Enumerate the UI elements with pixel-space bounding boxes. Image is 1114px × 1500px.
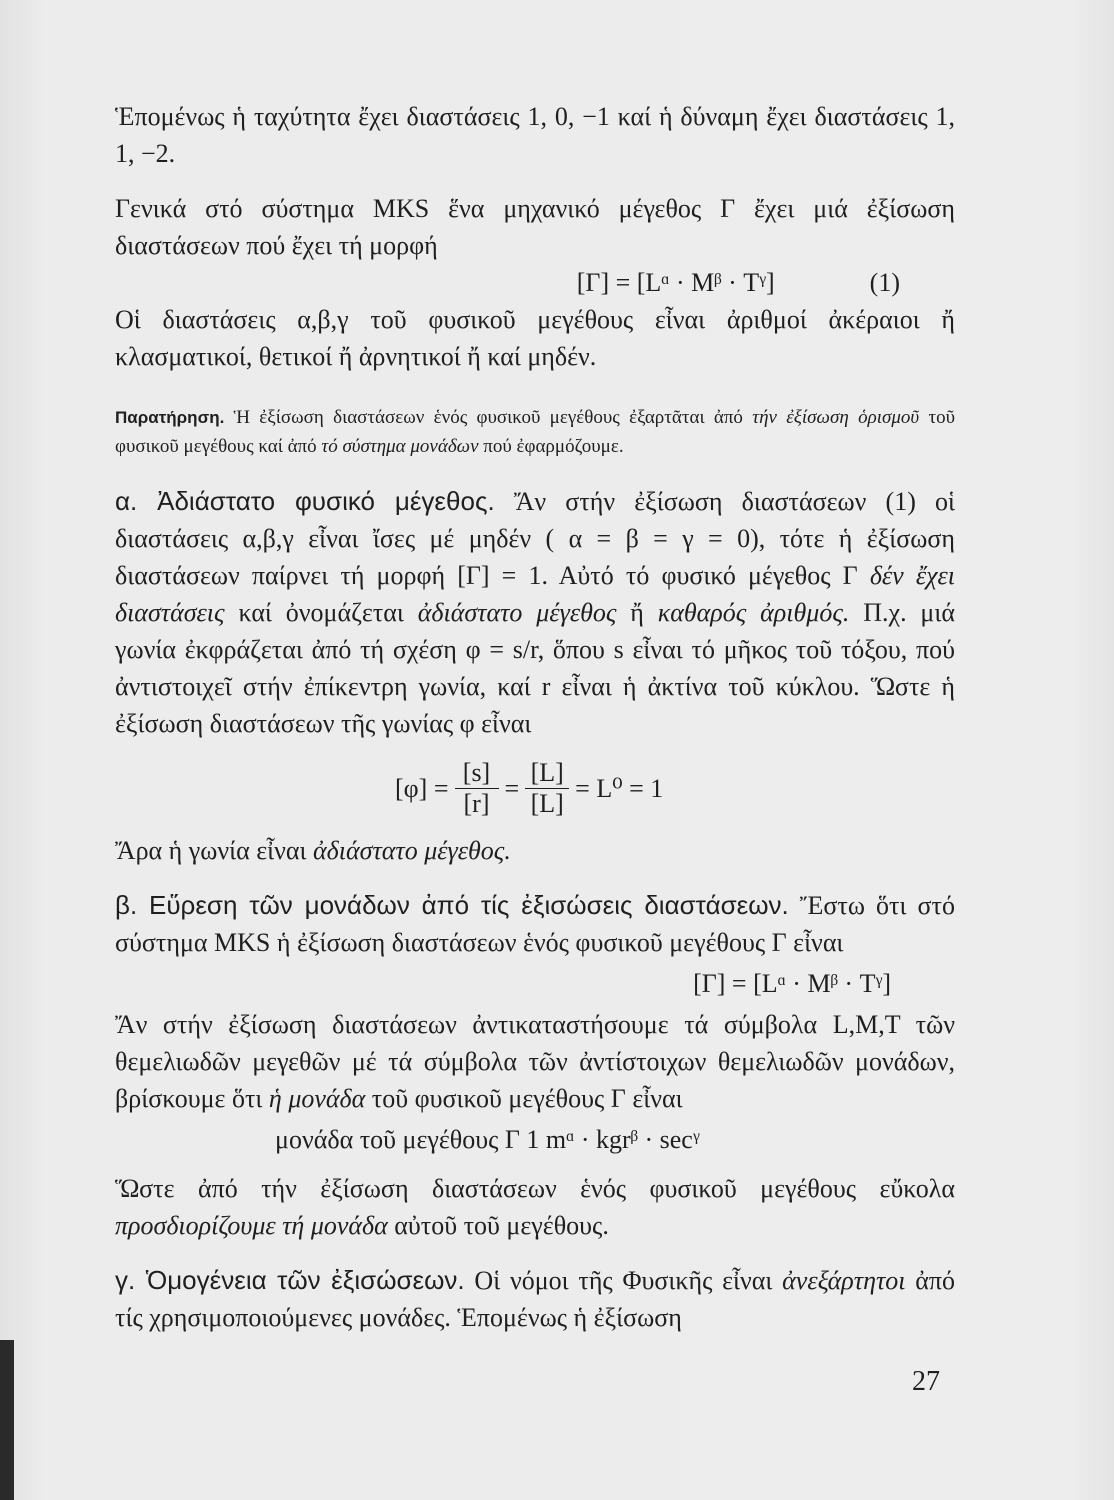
page-number: 27 — [912, 1366, 940, 1397]
fraction-s-over-r: $\frac{[s]}{[r]}$ — [455, 758, 499, 819]
equation-b: [Γ] = [Lᵅ · Mᵝ · Tᵞ] — [693, 969, 891, 998]
page-edge-shadow — [0, 1340, 14, 1500]
unit-equation: μονάδα τοῦ μεγέθους Γ 1 mᵅ · kgrᵝ · secᵞ — [275, 1125, 700, 1154]
equation-1 — [115, 264, 955, 301]
note-paragraph: Παρατήρηση. Ἡ ἐξίσωση διαστάσεων ἑνός φυσικοῦ μεγέθους ἐξαρτᾶται ἀπό τήν ἐξίσωση ὁρισμοῦ τοῦ φυσικοῦ μεγέθους καί ἀπό τό σύστημα μονάδων πού ἐφαρμόζουμε. — [115, 407, 956, 457]
page-text — [115, 98, 955, 1336]
fraction-l-over-l: $\frac{[L]}{[L]}$ — [525, 758, 569, 819]
section-b-paragraph: β. Εὕρεση τῶν μονάδων ἀπό τίς ἐξισώσεις διαστάσεων. Ἔστω ὅτι στό σύστημα MKS ἡ ἐξίσωση διαστάσεων ἑνός φυσικοῦ μεγέθους Γ εἶναι — [115, 890, 955, 957]
equation-1-expr: [Γ] = [Lᵅ · Mᵝ · Tᵞ] — [576, 268, 775, 297]
paragraph-dimension-values: Οἱ διαστάσεις α,β,γ τοῦ φυσικοῦ μεγέθους εἶναι ἀριθμοί ἀκέραιοι ἤ κλασματικοί, θετικοί ἤ ἀρνητικοί ἤ καί μηδέν. — [115, 305, 955, 371]
equation-1-number: (1) — [869, 268, 900, 297]
section-b-heading: β. Εὕρεση τῶν μονάδων ἀπό τίς ἐξισώσεις διαστάσεων. — [115, 890, 789, 920]
section-a-paragraph: α. Ἀδιάστατο φυσικό μέγεθος. Ἄν στήν ἐξίσωση διαστάσεων (1) οἱ διαστάσεις α,β,γ εἶναι ἴσες μέ μηδέν ( α = β = γ = 0), τότε ἡ ἐξίσωση διαστάσεων παίρνει τή μορφή [Γ] = 1. Αὐτό τό φυσικό μέγεθος Γ δέν ἔχει διαστάσεις καί ὀνομάζεται ἀδιάστατο μέγεθος ἤ καθαρός ἀριθμός. Π.χ. μιά γωνία ἐκφράζεται ἀπό τή σχέση φ = s/r, ὅπου s εἶναι τό μῆκος τοῦ τόξου, πού ἀντιστοιχεῖ στήν ἐπίκεντρη γωνία, καί r εἶναι ἡ ἀκτίνα τοῦ κύκλου. Ὥστε ἡ ἐξίσωση διαστάσεων τῆς γωνίας φ εἶναι — [115, 486, 955, 738]
section-c-heading: γ. Ὁμογένεια τῶν ἐξισώσεων. — [115, 1265, 465, 1295]
paragraph-dimensionless-conclusion: Ἄρα ἡ γωνία εἶναι ἀδιάστατο μέγεθος. — [115, 836, 511, 865]
section-c-paragraph: γ. Ὁμογένεια τῶν ἐξισώσεων. Οἱ νόμοι τῆς Φυσικῆς εἶναι ἀνεξάρτητοι ἀπό τίς χρησιμοποιούμενες μονάδες. Ἑπομένως ἡ ἐξίσωση — [115, 1265, 956, 1332]
paragraph-velocity-dimensions: Ἑπομένως ἡ ταχύτητα ἔχει διαστάσεις 1, 0, −1 καί ἡ δύναμη ἔχει διαστάσεις 1, 1, −2. — [115, 102, 955, 168]
angle-equation: [φ] = $\frac{[s]}{[r]}$ = $\frac{[L]}{[L]}$ = L⁰ = 1 — [395, 757, 664, 818]
note-label: Παρατήρηση. — [115, 408, 225, 427]
section-a-heading: α. Ἀδιάστατο φυσικό μέγεθος. — [115, 486, 495, 516]
paragraph-units-substitution: Ἄν στήν ἐξίσωση διαστάσεων ἀντικαταστήσουμε τά σύμβολα L,M,T τῶν θεμελιωδῶν μεγεθῶν μέ τά σύμβολα τῶν ἀντίστοιχων θεμελιωδῶν μονάδων, βρίσκουμε ὅτι ἡ μονάδα τοῦ φυσικοῦ μεγέθους Γ εἶναι — [115, 1010, 955, 1113]
paragraph-units-conclusion: Ὥστε ἀπό τήν ἐξίσωση διαστάσεων ἑνός φυσικοῦ μεγέθους εὔκολα προσδιορίζουμε τή μονάδα αὐτοῦ τοῦ μεγέθους. — [115, 1174, 955, 1240]
paragraph-mks-general: Γενικά στό σύστημα MKS ἕνα μηχανικό μέγεθος Γ ἔχει μιά ἐξίσωση διαστάσεων πού ἔχει τή μορφή — [115, 194, 955, 260]
